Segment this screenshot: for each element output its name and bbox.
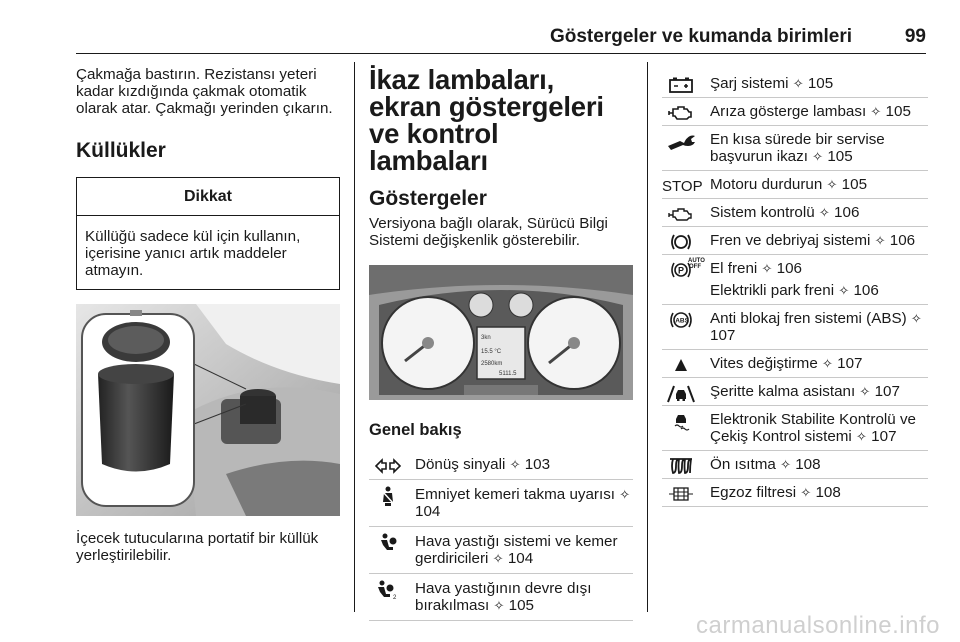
indicator-row	[662, 199, 928, 227]
abs-icon	[662, 310, 700, 330]
indicator-row	[369, 450, 633, 480]
page-ref-icon: ✧	[800, 485, 812, 500]
indicator-label: Ön ısıtma	[710, 456, 776, 473]
column-2	[369, 66, 633, 621]
gearshift-icon	[662, 355, 700, 375]
page-ref[interactable]: 105	[807, 75, 834, 92]
indicator-label: Fren ve debriyaj sistemi	[710, 232, 871, 249]
ashtray-caption: İçecek tutucularına portatif bir küllük yerleştirilebilir.	[76, 530, 319, 564]
display-line-3: 2580km	[481, 361, 503, 367]
page-ref[interactable]: 106	[834, 204, 860, 221]
airbag-icon	[369, 533, 407, 553]
page-ref-icon: ✧	[822, 356, 833, 371]
page-header	[76, 26, 926, 50]
indicator-row	[369, 574, 633, 621]
indicator-label: Hava yastığının devre dışı bırakılması	[415, 580, 592, 614]
indicator-row	[662, 406, 928, 451]
page-number: 99	[904, 26, 926, 47]
page-ref-icon: ✧	[761, 261, 773, 276]
page-ref-icon: ✧	[493, 598, 505, 613]
page-ref[interactable]: 107	[837, 355, 863, 372]
page-ref-icon: ✧	[870, 104, 882, 119]
page-ref[interactable]: 105	[885, 103, 911, 120]
svg-text:P: P	[678, 265, 685, 276]
indicator-row	[662, 126, 928, 171]
indicator-row	[662, 479, 928, 507]
caution-title: Dikkat	[77, 178, 339, 216]
lighter-instructions: Çakmağa bastırın. Rezistansı yeteri kadar kızdığında çakmak otomatik olarak atar. Çakmağı yerinden çıkarın.	[76, 66, 333, 117]
indicator-label: Motoru durdurun	[710, 176, 823, 193]
indicator-label: El freni	[710, 260, 758, 277]
indicator-row	[662, 305, 928, 350]
overview-heading: Genel bakış	[369, 421, 462, 439]
stop-icon: STOP	[662, 177, 703, 195]
page-ref[interactable]: 107	[710, 327, 736, 344]
exhaust-filter-icon	[662, 484, 700, 504]
auto-off-brake-icon: AUTO OFF	[688, 258, 705, 270]
gauges-intro: Versiyona bağlı olarak, Sürücü Bilgi Sistemi değişkenlik gösterebilir.	[369, 215, 608, 249]
page-ref-icon: ✧	[818, 205, 830, 220]
indicator-label: Elektrikli park freni	[710, 282, 835, 299]
page-ref[interactable]: 105	[508, 597, 534, 614]
svg-text:ABS: ABS	[675, 317, 689, 325]
indicator-row	[662, 378, 928, 406]
seat-belt-icon	[369, 486, 407, 506]
indicator-row	[369, 527, 633, 574]
ashtrays-heading: Küllükler	[76, 139, 166, 162]
battery-icon	[662, 75, 700, 95]
page-ref[interactable]: 107	[871, 428, 897, 445]
header-divider	[76, 53, 926, 54]
indicator-row	[662, 451, 928, 479]
page-ref-icon: ✧	[780, 457, 791, 472]
wrench-icon	[662, 131, 700, 151]
page-ref-icon: ✧	[792, 76, 804, 91]
instrument-cluster-image	[369, 265, 633, 400]
column-3	[662, 70, 928, 507]
page-ref-icon: ✧	[856, 429, 867, 444]
page-ref[interactable]: 108	[795, 456, 821, 473]
indicator-label: Hava yastığı sistemi ve kemer gerdiricileri	[415, 533, 618, 567]
page-ref-icon: ✧	[838, 283, 850, 298]
indicator-label: Egzoz filtresi	[710, 484, 797, 501]
gauges-heading: Göstergeler	[369, 187, 487, 210]
page-ref[interactable]: 107	[874, 383, 900, 400]
indicator-row	[662, 350, 928, 378]
page-ref[interactable]: 108	[815, 484, 841, 501]
page-ref-icon: ✧	[492, 551, 504, 566]
page-ref[interactable]: 106	[889, 232, 916, 249]
svg-text:2: 2	[393, 595, 397, 600]
display-line-2: 15.5 °C	[481, 349, 502, 355]
indicator-row	[369, 480, 633, 527]
indicator-row	[662, 98, 928, 126]
page-ref[interactable]: 106	[853, 282, 879, 299]
indicator-row	[662, 171, 928, 199]
watermark: carmanualsonline.info	[696, 612, 940, 639]
caution-text: Küllüğü sadece kül için kullanın, içerisine yanıcı artık maddeler atmayın.	[85, 228, 301, 279]
esc-icon	[662, 411, 700, 431]
page-ref[interactable]: 106	[776, 260, 802, 277]
page-ref[interactable]: 103	[524, 456, 551, 473]
ashtray-photo	[76, 304, 340, 516]
indicator-row	[662, 227, 928, 255]
page-ref-icon: ✧	[859, 384, 871, 399]
indicator-label: Anti blokaj fren sistemi (ABS)	[710, 310, 907, 327]
column-divider	[647, 62, 648, 612]
indicator-label: Arıza gösterge lambası	[710, 103, 867, 120]
indicator-label: Şarj sistemi	[710, 75, 789, 92]
display-line-4: 5111.5	[499, 371, 517, 377]
indicator-label: Sistem kontrolü	[710, 204, 815, 221]
preheat-icon	[662, 456, 700, 476]
indicator-list	[662, 70, 928, 507]
display-line-1: 3kn	[481, 335, 491, 341]
page-ref-icon: ✧	[874, 233, 886, 248]
column-1	[76, 66, 340, 564]
column-divider	[354, 62, 355, 612]
lane-assist-icon	[662, 383, 700, 403]
section-heading: İkaz lambaları, ekran göstergeleri ve kontrol lambaları	[369, 64, 604, 176]
indicator-label: Dönüş sinyali	[415, 456, 506, 473]
page-ref-icon: ✧	[509, 457, 521, 472]
indicator-row	[662, 255, 928, 305]
page-ref[interactable]: 104	[415, 503, 441, 520]
page-title: Göstergeler ve kumanda birimleri	[549, 26, 852, 47]
overview-list	[369, 450, 633, 621]
page-ref[interactable]: 105	[841, 176, 868, 193]
page-ref-icon: ✧	[812, 149, 824, 164]
malfunction-icon	[662, 103, 700, 123]
page-ref-icon: ✧	[619, 487, 631, 502]
indicator-label: En kısa sürede bir servise başvurun ikazı	[710, 131, 885, 165]
turn-signal-icon	[369, 456, 407, 476]
brake-clutch-icon	[662, 232, 700, 252]
page-ref-icon: ✧	[826, 177, 838, 192]
system-check-icon	[662, 204, 700, 224]
caution-box	[76, 177, 340, 290]
indicator-row	[662, 70, 928, 98]
airbag-off-icon	[369, 580, 407, 600]
indicator-label: Emniyet kemeri takma uyarısı	[415, 486, 616, 503]
indicator-label: Vites değiştirme	[710, 355, 818, 372]
page-ref-icon: ✧	[910, 311, 922, 326]
page-ref[interactable]: 104	[507, 550, 534, 567]
page-ref[interactable]: 105	[827, 148, 853, 165]
indicator-label: Şeritte kalma asistanı	[710, 383, 856, 400]
indicator-label: Elektronik Stabilite Kontrolü ve Çekiş Kontrol sistemi	[710, 411, 916, 445]
